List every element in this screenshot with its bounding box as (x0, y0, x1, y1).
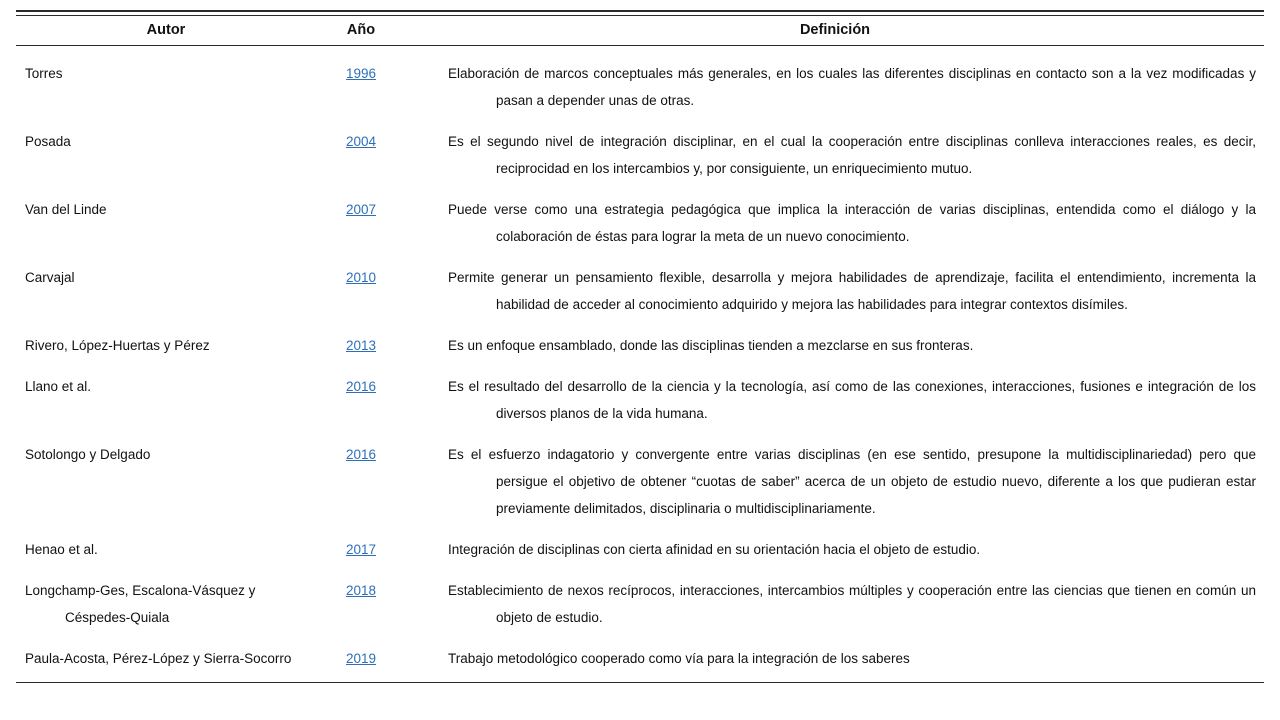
definition-cell: Trabajo metodológico cooperado como vía para la integración de los saberes (448, 651, 910, 666)
definition-cell: Puede verse como una estrategia pedagógica que implica la interacción de varias disciplinas, entendida como el diálogo y la colaboración de éstas para lograr la meta de un nuevo conocimiento. (448, 202, 1256, 244)
year-link[interactable]: 2018 (345, 583, 377, 598)
column-header-year: Año (346, 22, 376, 38)
year-link[interactable]: 2013 (345, 338, 377, 353)
year-link[interactable]: 2017 (345, 542, 377, 557)
year-link[interactable]: 1996 (345, 66, 377, 81)
table-row (16, 264, 1264, 318)
year-cell (316, 128, 406, 182)
author-cell: Henao et al. (25, 542, 98, 557)
author-cell: Paula-Acosta, Pérez-López y Sierra-Socorro (25, 651, 292, 666)
column-header-definition: Definición (799, 22, 871, 38)
table-row (16, 536, 1264, 563)
definition-cell: Elaboración de marcos conceptuales más generales, en los cuales las diferentes disciplinas en contacto son a la vez modificadas y pasan a depender unas de otras. (448, 66, 1256, 108)
year-cell (316, 264, 406, 318)
author-cell: Rivero, López-Huertas y Pérez (25, 338, 210, 353)
table-row (16, 373, 1264, 427)
table-header-row (16, 16, 1264, 46)
year-link[interactable]: 2016 (345, 379, 377, 394)
definition-cell: Es el esfuerzo indagatorio y convergente entre varias disciplinas (en ese sentido, presupone la multidisciplinariedad) pero que persigue el objetivo de obtener “cuotas de saber” acerca de un objeto de estudio nuevo, diferente a los que pudieran estar previamente delimitados, disciplinaria o multidisciplinariamente. (448, 447, 1256, 516)
author-cell: Torres (25, 66, 63, 81)
author-cell: Llano et al. (25, 379, 92, 394)
definition-cell: Establecimiento de nexos recíprocos, interacciones, intercambios múltiples y cooperación entre las ciencias que tienen en común un objeto de estudio. (448, 583, 1256, 625)
year-cell (316, 60, 406, 114)
author-cell: Posada (25, 134, 71, 149)
year-cell (316, 332, 406, 359)
year-cell (316, 373, 406, 427)
table-row (16, 577, 1264, 631)
definition-cell: Es el resultado del desarrollo de la ciencia y la tecnología, así como de las conexiones, interacciones, fusiones e integración de los diversos planos de la vida humana. (448, 379, 1256, 421)
year-cell (316, 196, 406, 250)
table-row (16, 196, 1264, 250)
definition-cell: Integración de disciplinas con cierta afinidad en su orientación hacia el objeto de estudio. (448, 542, 981, 557)
year-link[interactable]: 2004 (345, 134, 377, 149)
year-link[interactable]: 2007 (345, 202, 377, 217)
definition-cell: Es un enfoque ensamblado, donde las disciplinas tienden a mezclarse en sus fronteras. (448, 338, 974, 353)
table-row (16, 645, 1264, 672)
year-cell (316, 645, 406, 672)
author-cell: Sotolongo y Delgado (25, 447, 151, 462)
definition-cell: Permite generar un pensamiento flexible, desarrolla y mejora habilidades de aprendizaje, facilita el entendimiento, incrementa la habilidad de acceder al conocimiento adquirido y mejora las habilidades para integrar contextos disímiles. (448, 270, 1256, 312)
year-link[interactable]: 2010 (345, 270, 377, 285)
year-cell (316, 441, 406, 522)
year-cell (316, 536, 406, 563)
definitions-table (16, 10, 1264, 683)
year-link[interactable]: 2016 (345, 447, 377, 462)
year-link[interactable]: 2019 (345, 651, 377, 666)
definition-cell: Es el segundo nivel de integración disciplinar, en el cual la cooperación entre disciplinas conlleva interacciones reales, es decir, reciprocidad en los intercambios y, por consiguiente, un enriquecimiento mutuo. (448, 134, 1256, 176)
table-bottom-rule (16, 682, 1264, 683)
author-cell: Longchamp-Ges, Escalona-Vásquez y Céspedes-Quiala (25, 583, 256, 625)
author-cell: Carvajal (25, 270, 75, 285)
table-row (16, 60, 1264, 114)
author-cell: Van del Linde (25, 202, 107, 217)
column-header-author: Autor (146, 22, 186, 38)
table-row (16, 441, 1264, 522)
year-cell (316, 577, 406, 631)
table-row (16, 128, 1264, 182)
table-row (16, 332, 1264, 359)
